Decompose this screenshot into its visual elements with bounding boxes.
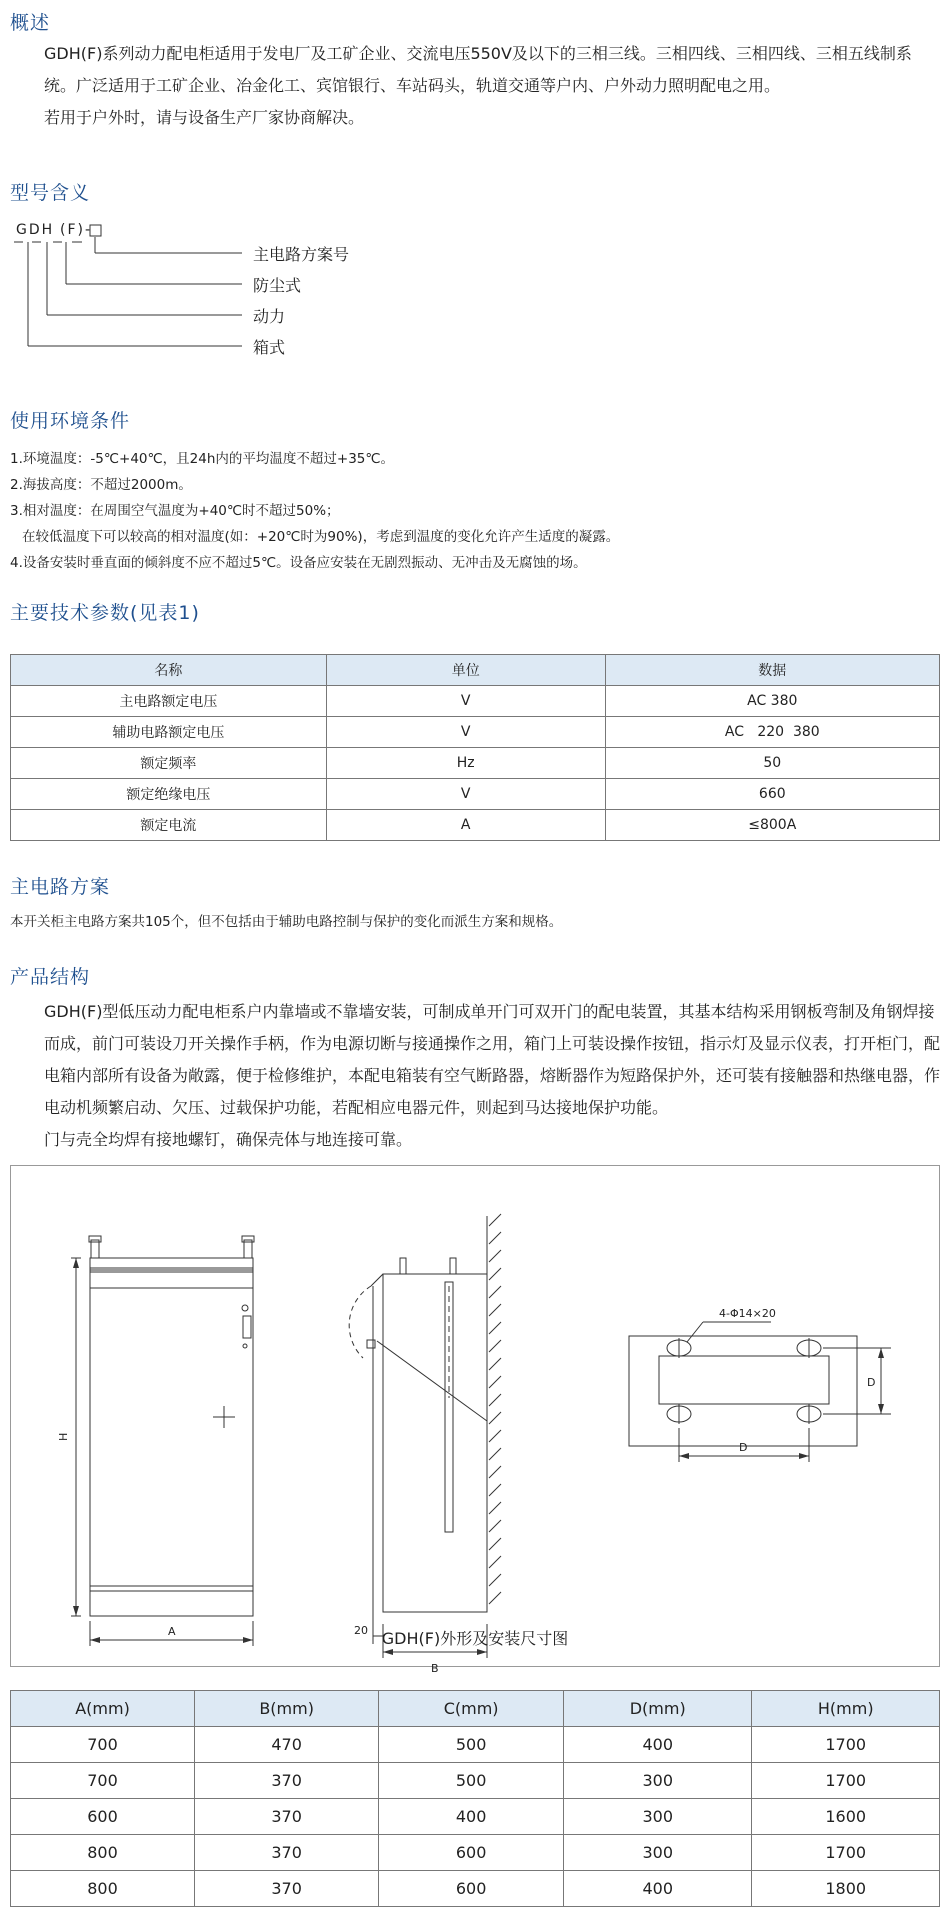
table-cell: 600 [11, 1799, 195, 1835]
table-header-row [11, 655, 940, 686]
table-row [11, 686, 940, 717]
table-header: B(mm) [195, 1691, 379, 1727]
environment-title: 使用环境条件 [10, 410, 131, 432]
table-cell: 主电路额定电压 [11, 686, 327, 717]
table-cell: 辅助电路额定电压 [11, 717, 327, 748]
structure-title: 产品结构 [10, 966, 91, 988]
tech-params-table [10, 654, 940, 841]
table-header: C(mm) [379, 1691, 564, 1727]
table-header: H(mm) [752, 1691, 940, 1727]
table-row [11, 1763, 940, 1799]
table-header: 名称 [11, 655, 327, 686]
table-cell: 1700 [752, 1835, 940, 1871]
table-cell: 370 [195, 1871, 379, 1907]
table-cell: 370 [195, 1799, 379, 1835]
environment-item: 2.海拔高度：不超过2000m。 [10, 477, 192, 493]
label-d-horizontal: D [739, 1441, 748, 1454]
table-row [11, 748, 940, 779]
table-row [11, 1727, 940, 1763]
table-cell: 50 [605, 748, 939, 779]
drawing-caption: GDH(F)外形及安装尺寸图 [381, 1629, 569, 1648]
side-view [349, 1216, 487, 1658]
table-cell: 额定绝缘电压 [11, 779, 327, 810]
circuit-title: 主电路方案 [10, 876, 111, 898]
table-cell: 1700 [752, 1763, 940, 1799]
table-cell: 300 [564, 1835, 752, 1871]
table-cell: 额定电流 [11, 810, 327, 841]
model-code-f: (F)- [60, 222, 93, 238]
table-header-row [11, 1691, 940, 1727]
table-cell: 800 [11, 1835, 195, 1871]
table-cell: A [326, 810, 605, 841]
tech-title: 主要技术参数(见表1) [10, 602, 200, 624]
model-label-power: 动力 [253, 307, 286, 326]
model-label-scheme: 主电路方案号 [253, 245, 350, 264]
table-cell: 额定频率 [11, 748, 327, 779]
environment-item: 3.相对温度：在周围空气温度为+40℃时不超过50%； [10, 503, 340, 519]
label-a: A [168, 1625, 176, 1638]
environment-item: 1.环境温度：-5℃+40℃，且24h内的平均温度不超过+35℃。 [10, 451, 395, 467]
table-cell: 470 [195, 1727, 379, 1763]
circuit-text: 本开关柜主电路方案共105个，但不包括由于辅助电路控制与保护的变化而派生方案和规格。 [10, 914, 563, 930]
label-b: B [431, 1662, 439, 1675]
table-cell: 800 [11, 1871, 195, 1907]
structure-paragraph [10, 996, 940, 1156]
table-cell: 1700 [752, 1727, 940, 1763]
table-cell: 400 [379, 1799, 564, 1835]
table-cell: 400 [564, 1871, 752, 1907]
table-row [11, 779, 940, 810]
structure-text-2: 门与壳全均焊有接地螺钉，确保壳体与地连接可靠。 [44, 1130, 413, 1149]
table-cell: 500 [379, 1727, 564, 1763]
label-d-vertical: D [867, 1376, 876, 1389]
table-row [11, 1871, 940, 1907]
table-cell: 660 [605, 779, 939, 810]
table-cell: 370 [195, 1835, 379, 1871]
table-cell: 600 [379, 1871, 564, 1907]
table-header: A(mm) [11, 1691, 195, 1727]
table-cell: 370 [195, 1763, 379, 1799]
overview-title: 概述 [10, 12, 51, 34]
table-row [11, 717, 940, 748]
model-code-diagram [10, 222, 370, 362]
dimensions-table [10, 1690, 940, 1907]
overview-text-1: GDH(F)系列动力配电柜适用于发电厂及工矿企业、交流电压550V及以下的三相三线。三相四线、三相四线、三相五线制系统。广泛适用于工矿企业、冶金化工、宾馆银行、车站码头，轨道交通等户内、户外动力照明配电之用。 [44, 44, 912, 95]
table-cell: 300 [564, 1799, 752, 1835]
label-20: 20 [354, 1624, 368, 1637]
structure-text-1: GDH(F)型低压动力配电柜系户内靠墙或不靠墙安装，可制成单开门可双开门的配电装置，其基本结构采用钢板弯制及角钢焊接而成，前门可装设刀开关操作手柄，作为电源切断与接通操作之用，箱门上可装设操作按钮，指示灯及显示仪表，打开柜门，配电箱内部所有设备为敞露，便于检修维护，本配电箱装有空气断路器，熔断器作为短路保护外，还可装有接触器和热继电器，作电动机频繁启动、欠压、过载保护功能，若配相应电器元件，则起到马达接地保护功能。 [44, 1002, 941, 1117]
table-cell: 1600 [752, 1799, 940, 1835]
table-cell: 1800 [752, 1871, 940, 1907]
table-cell: AC 220 380 [605, 717, 939, 748]
wall-hatch [489, 1214, 501, 1604]
table-cell: 400 [564, 1727, 752, 1763]
table-header: 单位 [326, 655, 605, 686]
label-h: H [57, 1432, 70, 1441]
table-cell: Hz [326, 748, 605, 779]
model-label-box: 箱式 [253, 338, 286, 357]
environment-list [10, 446, 619, 576]
table-cell: V [326, 779, 605, 810]
overview-paragraph [10, 38, 940, 134]
environment-item: 4.设备安装时垂直面的倾斜度不应不超过5℃。设备应安装在无剧烈振动、无冲击及无腐蚀的场。 [10, 555, 587, 571]
model-label-dustproof: 防尘式 [253, 276, 302, 295]
table-cell: 500 [379, 1763, 564, 1799]
table-header: D(mm) [564, 1691, 752, 1727]
table-cell: 700 [11, 1727, 195, 1763]
environment-item: 在较低温度下可以较高的相对温度(如：+20℃时为90%)，考虑到温度的变化允许产生适度的凝露。 [22, 529, 620, 545]
table-header: 数据 [605, 655, 939, 686]
table-cell: 700 [11, 1763, 195, 1799]
table-cell: 300 [564, 1763, 752, 1799]
dimension-drawing [10, 1165, 940, 1675]
model-title: 型号含义 [10, 182, 91, 204]
table-cell: AC 380 [605, 686, 939, 717]
front-view [71, 1236, 254, 1646]
table-cell: V [326, 717, 605, 748]
label-holes: 4-Φ14×20 [719, 1307, 776, 1320]
table-cell: 600 [379, 1835, 564, 1871]
table-cell: ≤800A [605, 810, 939, 841]
table-row [11, 810, 940, 841]
model-code-main: GDH [16, 222, 55, 238]
table-cell: V [326, 686, 605, 717]
table-row [11, 1799, 940, 1835]
overview-text-2: 若用于户外时，请与设备生产厂家协商解决。 [44, 108, 365, 127]
base-view [629, 1322, 891, 1462]
table-row [11, 1835, 940, 1871]
